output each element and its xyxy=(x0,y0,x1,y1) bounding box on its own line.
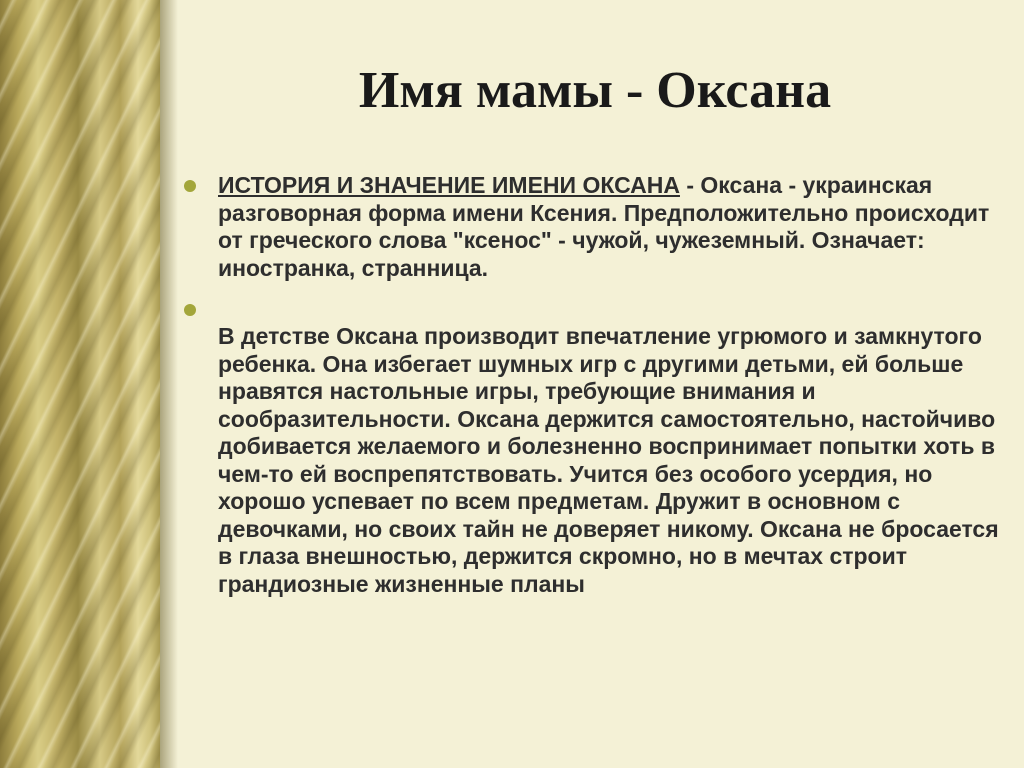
slide-title: Имя мамы - Оксана xyxy=(358,62,832,119)
band-shadow xyxy=(160,0,178,768)
bullet-dot-icon xyxy=(184,304,196,316)
history-text: - Оксана - украинская разговорная форма имени Ксения. Предположительно происходит от греческого слова "ксенос" - чужой, чужеземный. Означает: иностранка, странница. xyxy=(218,172,990,281)
childhood-text: В детстве Оксана производит впечатление угрюмого и замкнутого ребенка. Она избегает шумных игр с другими детьми, ей больше нравятся настольные игры, требующие внимания и сообразительности. Оксана держится самостоятельно, настойчиво добивается желаемого и болезненно воспринимает попытки хоть в чем-то ей воспрепятствовать. Учится без особого усердия, но хорошо успевает по всем предметам. Дружит в основном с девочками, но своих тайн не доверяет никому. Оксана не бросается в глаза внешностью, держится скромно, но в мечтах строит грандиозные жизненные планы xyxy=(218,323,999,597)
bullet-list xyxy=(180,172,1000,612)
history-heading-link[interactable]: ИСТОРИЯ И ЗНАЧЕНИЕ ИМЕНИ ОКСАНА xyxy=(218,172,680,198)
bullet-item-history xyxy=(180,172,1000,282)
bullet-dot-icon xyxy=(184,180,196,192)
decorative-gold-band xyxy=(0,0,160,768)
bullet-item-childhood xyxy=(180,296,1000,598)
